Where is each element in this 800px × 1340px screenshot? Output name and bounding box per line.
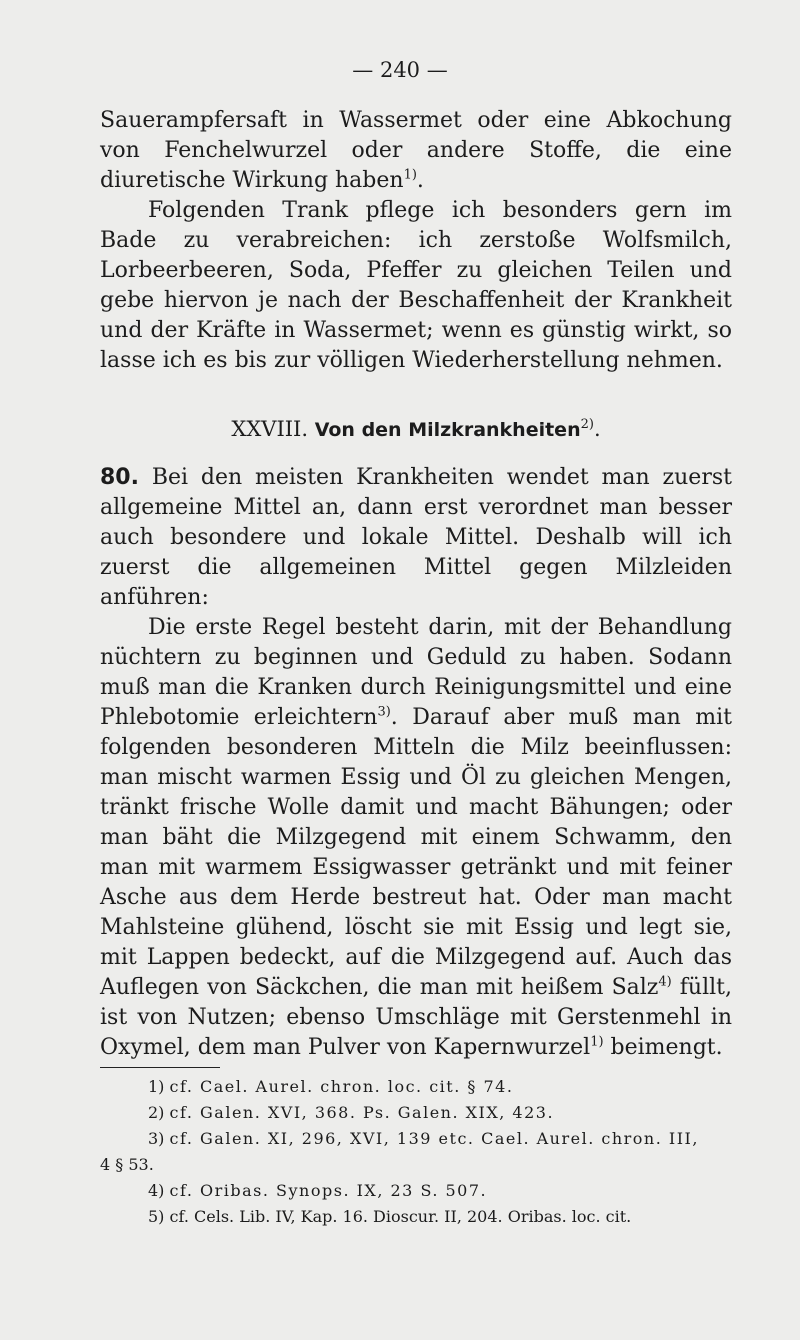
footnote-5: 5) cf. Cels. Lib. IV, Kap. 16. Dioscur. II, 204. Oribas. loc. cit. bbox=[148, 1207, 632, 1226]
paragraph-2: Folgenden Trank pflege ich besonders gern im Bade zu verabreichen: ich zerstoße Wolfsmilch, Lorbeerbeeren, Soda, Pfeffer zu gleichen Teilen und gebe hiervon je nach der Beschaffenheit der Krankheit und der Kräfte in Wassermet; wenn es günstig wirkt, so lasse ich es bis zur völligen Wiederherstellung nehmen. bbox=[100, 198, 732, 373]
heading-title: Von den Milzkrankheiten bbox=[314, 419, 581, 441]
footnote-ref: 4) bbox=[658, 974, 672, 990]
footnote-ref: 3) bbox=[377, 704, 391, 720]
footnote-divider bbox=[100, 1067, 220, 1068]
footnote-2: 2) cf. Galen. XVI, 368. Ps. Galen. XIX, 423. bbox=[148, 1103, 555, 1122]
section-number: 80. bbox=[100, 465, 139, 490]
footnote-3: 3) cf. Galen. XI, 296, XVI, 139 etc. Cael. Aurel. chron. III, bbox=[148, 1129, 699, 1148]
paragraph-3: 80. Bei den meisten Krankheiten wendet man zuerst allgemeine Mittel an, dann erst verordnet man besser auch besondere und lokale Mittel. Deshalb will ich zuerst die allgemeinen Mittel gegen Milzleiden anführen: bbox=[100, 465, 732, 610]
heading-roman: XXVIII. bbox=[231, 417, 309, 441]
paragraph-1: Sauerampfersaft in Wassermet oder eine Abkochung von Fenchelwurzel oder andere Stoffe, die eine diuretische Wirkung haben$^{1)}$. bbox=[100, 108, 732, 193]
paragraph-4: Die erste Regel besteht darin, mit der Behandlung nüchtern zu beginnen und Geduld zu haben. Sodann muß man die Kranken durch Reinigungsmittel und eine Phlebotomie erleichtern$^{3)}$. Darauf aber muß man mit folgenden besonderen Mitteln die Milz beeinflussen: man mischt warmen Essig und Öl zu gleichen Mengen, tränkt frische Wolle damit und macht Bähungen; oder man bäht die Milzgegend mit einem Schwamm, den man mit warmem Essigwasser getränkt und mit feiner Asche aus dem Herde bestreut hat. Oder man macht Mahlsteine glühend, löscht sie mit Essig und legt sie, mit Lappen bedeckt, auf die Milzgegend auf. Auch das Auflegen von Säckchen, die man mit heißem Salz$^{4)}$ füllt, ist von Nutzen; ebenso Umschläge mit Gerstenmehl in Oxymel, dem man Pulver von Kapernwurzel$^{1)}$ beimengt. bbox=[100, 615, 733, 1060]
section-heading: XXVIII. Von den Milzkrankheiten$^{2)}$. bbox=[231, 417, 601, 441]
page-number: — 240 — bbox=[352, 58, 448, 82]
footnote-ref: 2) bbox=[580, 417, 594, 432]
footnotes bbox=[100, 1074, 732, 1230]
footnote-3-continued: 4 § 53. bbox=[100, 1155, 154, 1174]
footnote-ref: 1) bbox=[403, 167, 417, 183]
footnote-1: 1) cf. Cael. Aurel. chron. loc. cit. § 74. bbox=[148, 1077, 514, 1096]
footnote-4: 4) cf. Oribas. Synops. IX, 23 S. 507. bbox=[148, 1181, 488, 1200]
footnote-ref: 1) bbox=[590, 1034, 604, 1050]
page-body bbox=[100, 106, 732, 1230]
